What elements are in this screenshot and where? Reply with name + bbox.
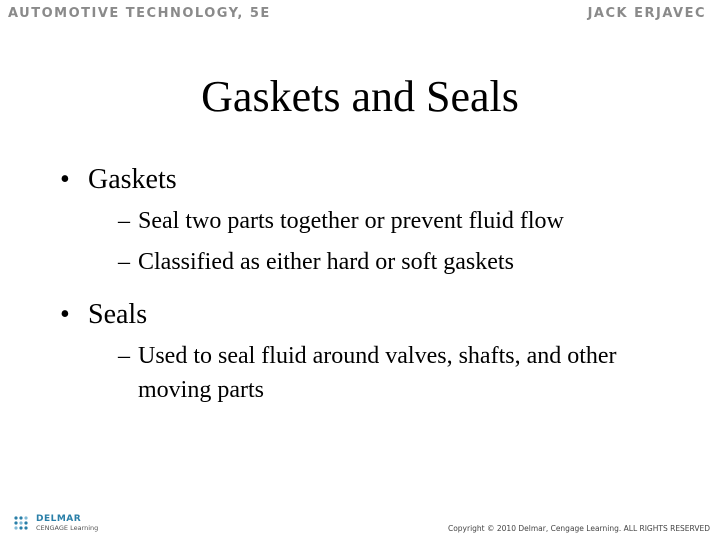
dash-mark: – (118, 249, 130, 275)
bullet-seals (60, 295, 680, 335)
bullet-label: Seals (88, 299, 148, 330)
bullet-mark: • (60, 299, 70, 330)
delmar-logo-icon (12, 514, 32, 534)
header-course-title: AUTOMOTIVE TECHNOLOGY, 5E (8, 6, 271, 21)
bullet-gaskets (60, 160, 680, 200)
subitem (118, 339, 680, 407)
subitem-text: Seal two parts together or prevent fluid flow (138, 208, 564, 234)
copyright-notice: Copyright © 2010 Delmar, Cengage Learning. ALL RIGHTS RESERVED (447, 524, 710, 533)
subitem-text: Classified as either hard or soft gaskets (138, 249, 514, 275)
gaskets-sublist (118, 204, 680, 279)
logo-text (36, 515, 98, 533)
logo-main-text: DELMAR (36, 514, 82, 524)
slide-title: Gaskets and Seals (201, 72, 519, 121)
seals-sublist (118, 339, 680, 407)
delmar-logo (12, 514, 98, 534)
header-author: JACK ERJAVEC (587, 6, 706, 21)
subitem (118, 204, 680, 238)
logo-sub-text: CENGAGE Learning (36, 524, 99, 532)
subitem (118, 245, 680, 279)
slide-content (60, 160, 680, 423)
bullet-mark: • (60, 164, 70, 195)
dash-mark: – (118, 343, 130, 369)
bullet-label: Gaskets (88, 164, 177, 195)
subitem-text: Used to seal fluid around valves, shafts, and other moving parts (138, 343, 617, 403)
dash-mark: – (118, 208, 130, 234)
